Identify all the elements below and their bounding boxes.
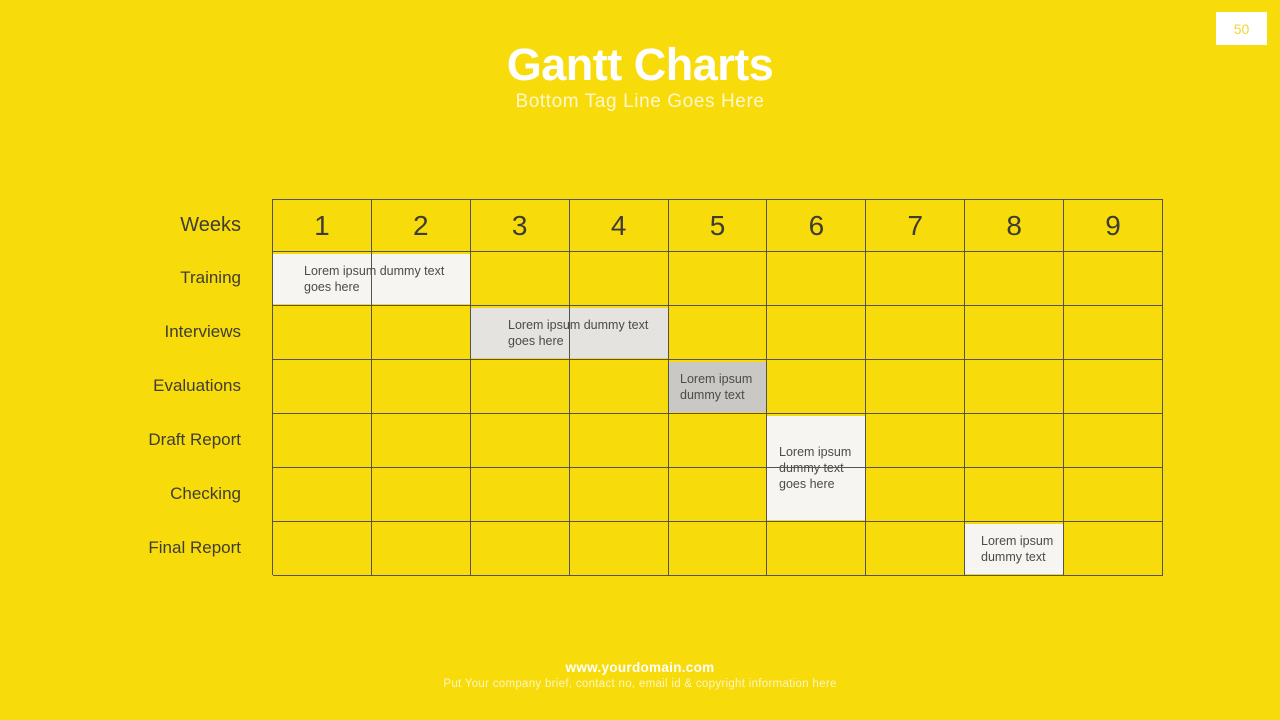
gantt-bar-draft-report-checking: Lorem ipsum dummy text goes here (767, 416, 866, 520)
footer-website-link[interactable]: www.yourdomain.com (565, 660, 715, 675)
row-label-draft-report: Draft Report (148, 430, 241, 449)
slide-header (0, 40, 1280, 114)
week-header-cell-9: 9 (1064, 200, 1163, 252)
slide-subtitle: Bottom Tag Line Goes Here (515, 91, 765, 112)
gantt-row-labels (60, 199, 241, 575)
week-header-cell-4: 4 (570, 200, 669, 252)
week-header-cell-3: 3 (471, 200, 570, 252)
gantt-bar-final-report: Lorem ipsum dummy text (965, 524, 1064, 574)
gantt-bar-interviews: Lorem ipsum dummy text goes here (470, 308, 668, 358)
week-header-cell-5: 5 (669, 200, 768, 252)
week-header-cell-8: 8 (965, 200, 1064, 252)
row-label-final-report: Final Report (148, 538, 241, 557)
week-header-cell-7: 7 (866, 200, 965, 252)
page-number: 50 (1233, 20, 1250, 37)
row-label-training: Training (180, 268, 241, 287)
slide-footer (0, 659, 1280, 693)
weeks-axis-label: Weeks (180, 214, 241, 236)
row-label-evaluations: Evaluations (153, 376, 241, 395)
gantt-bar-evaluations: Lorem ipsum dummy text (668, 362, 767, 412)
gantt-chart (272, 199, 1163, 575)
slide-title: Gantt Charts (506, 39, 774, 90)
week-header-cell-2: 2 (372, 200, 471, 252)
week-header-cell-1: 1 (273, 200, 372, 252)
gantt-bars (272, 199, 1163, 575)
footer-company-brief: Put Your company brief, contact no, email id & copyright information here (443, 678, 837, 690)
gantt-bar-training: Lorem ipsum dummy text goes here (272, 254, 470, 304)
row-label-checking: Checking (170, 484, 241, 503)
week-header-cell-6: 6 (767, 200, 866, 252)
row-label-interviews: Interviews (164, 322, 241, 341)
